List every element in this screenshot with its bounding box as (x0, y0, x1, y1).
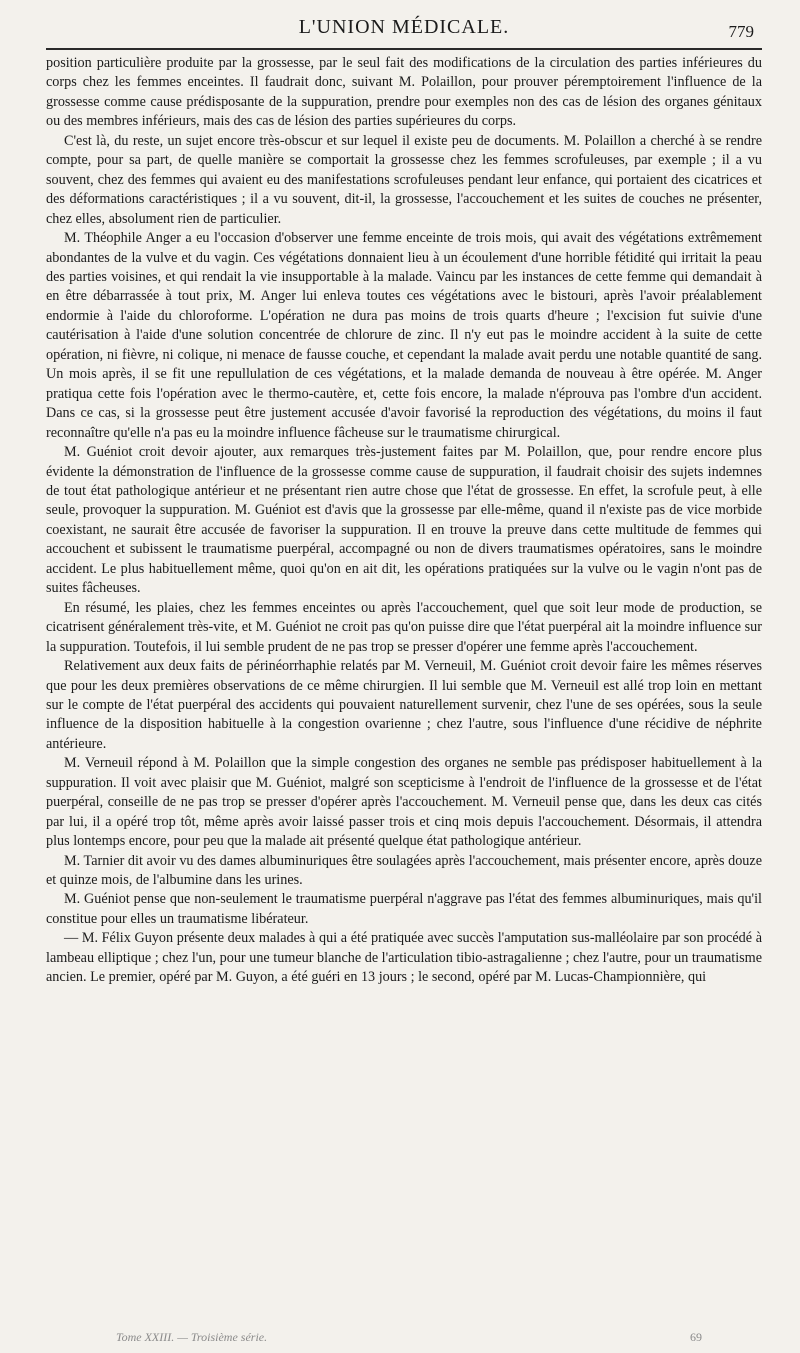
paragraph-1: position particulière produite par la grossesse, par le seul fait des modifications de la circulation des parties inférieures du corps chez les femmes enceintes. Il faudrait donc, suivant M. Polaillon, pour prouver péremptoirement l'influence de la grossesse comme cause prédisposante de la suppuration, prendre pour exemples non des cas de lésion des organes génitaux ou des membres inférieurs, mais des cas de lésion des parties supérieures du corps. (46, 55, 762, 130)
running-head (46, 0, 762, 48)
paragraph-2: C'est là, du reste, un sujet encore très-obscur et sur lequel il existe peu de documents. M. Polaillon a cherché à se rendre compte, pour sa part, de quelle manière se comportait la grossesse chez les femmes scrofuleuses, par exemple ; il a vu souvent, chez des femmes qui avaient eu des manifestations scrofuleuses pendant leur enfance, qui portaient des cicatrices et des déformations caractéristiques ; il a vu souvent, dit-il, la grossesse, l'accouchement et les suites de couches ne présenter, chez elles, absolument rien de particulier. (46, 132, 762, 227)
paragraph-8: M. Tarnier dit avoir vu des dames albuminuriques être soulagées après l'accouchement, mais présenter encore, après douze et quinze mois, de l'albumine dans les urines. (46, 852, 762, 889)
paragraph-6: Relativement aux deux faits de périnéorrhaphie relatés par M. Verneuil, M. Guéniot croit devoir faire les mêmes réserves que pour les deux premières observations de ce même chirurgien. Il lui semble que M. Verneuil est allé trop loin en mettant sur le compte de l'état puerpéral des accidents qui pouvaient naturellement survenir, chez l'une de ses opérées, sous la seule influence de la disposition habituelle à la congestion ovarienne ; chez l'autre, sous l'influence d'une récidive de néphrite antérieure. (46, 658, 762, 752)
journal-title: L'UNION MÉDICALE. (298, 16, 510, 38)
volume-line: Tome XXIII. — Troisième série. (116, 1330, 268, 1344)
paragraph-7: M. Verneuil répond à M. Polaillon que la simple congestion des organes ne semble pas prédisposer habituellement à la suppuration. Il voit avec plaisir que M. Guéniot, malgré son scepticisme à l'endroit de l'influence de la grossesse et de l'état puerpéral, conseille de ne pas trop se presser d'opérer après l'accouchement. M. Verneuil pense que, dans les deux cas cités par lui, il a opéré trop tôt, même après avoir laissé passer trois et cinq mois depuis l'accouchement. Désormais, il attendra plus lontemps encore, pour peu que la malade ait présenté quelque état pathologique antérieur. (46, 755, 762, 850)
header-rule (46, 48, 762, 50)
signature-mark: 69 (690, 1330, 702, 1344)
page-number: 779 (728, 22, 754, 41)
article-body (46, 54, 762, 988)
paragraph-10: — M. Félix Guyon présente deux malades à qui a été pratiquée avec succès l'amputation sus-malléolaire par son procédé à lambeau elliptique ; chez l'un, pour une tumeur blanche de l'articulation tibio-astragalienne ; chez l'autre, pour un traumatisme ancien. Le premier, opéré par M. Guyon, a été guéri en 13 jours ; le second, opéré par M. Lucas-Championnière, qui (46, 930, 762, 986)
paragraph-4: M. Guéniot croit devoir ajouter, aux remarques très-justement faites par M. Polaillon, que, pour rendre encore plus évidente la démonstration de l'influence de la grossesse comme cause de suppuration, il faudrait choisir des sujets indemnes de tout état pathologique antérieur et ne présentant rien autre chose que l'état de grossesse. En effet, la scrofule peut, à elle seule, provoquer la suppuration. M. Guéniot est d'avis que la grossesse par elle-même, quand il n'existe pas de vice morbide coexistant, ne saurait être accusée de favoriser la suppuration. Il en trouve la preuve dans cette multitude de femmes qui accouchent et subissent le traumatisme puerpéral, accompagné ou non de divers traumatismes opératoires, sans le moindre accident. Le plus habituellement même, quoi qu'on en ait dit, les opérations pratiquées sur la vulve ou le vagin n'ont pas de suites fâcheuses. (46, 444, 762, 597)
paragraph-5: En résumé, les plaies, chez les femmes enceintes ou après l'accouchement, quel que soit leur mode de production, se cicatrisent généralement très-vite, et M. Guéniot ne croit pas qu'on puisse dire que l'état puerpéral ait la moindre influence sur la suppuration. Toutefois, il lui semble prudent de ne pas trop se presser d'opérer une femme après l'accouchement. (46, 599, 762, 655)
paragraph-9: M. Guéniot pense que non-seulement le traumatisme puerpéral n'aggrave pas l'état des femmes albuminuriques, mais qu'il constitue pour elles un traumatisme libérateur. (46, 891, 762, 927)
paragraph-3: M. Théophile Anger a eu l'occasion d'observer une femme enceinte de trois mois, qui avait des végétations extrêmement abondantes de la vulve et du vagin. Ces végétations donnaient lieu à un écoulement d'une horrible fétidité qui irritait la peau des parties voisines, et qui rendait la vie insupportable à la malade. Vaincu par les instances de cette femme qui demandait à en être débarrassée à tout prix, M. Anger lui enleva toutes ces végétations avec le bistouri, après l'avoir préalablement endormie à l'aide du chloroforme. L'opération ne dura pas moins de trois quarts d'heure ; l'excision fut suivie d'une cautérisation à l'aide d'une solution concentrée de chlorure de zinc. Il n'y eut pas le moindre accident à la suite de cette opération, ni fièvre, ni colique, ni menace de fausse couche, et cependant la malade avait perdu une notable quantité de sang. Un mois après, il se fit une repullulation de ces végétations, et la malade demanda de nouveau à être opérée. M. Anger pratiqua cette fois l'opération avec le thermo-cautère, et, cette fois encore, la malade n'éprouva pas l'ombre d'un accident. Dans ce cas, si la grossesse peut être justement accusée d'avoir favorisé la reproduction des végétations, du moins il faut reconnaître qu'elle n'a pas eu la moindre influence fâcheuse sur le traumatisme chirurgical. (46, 230, 762, 441)
